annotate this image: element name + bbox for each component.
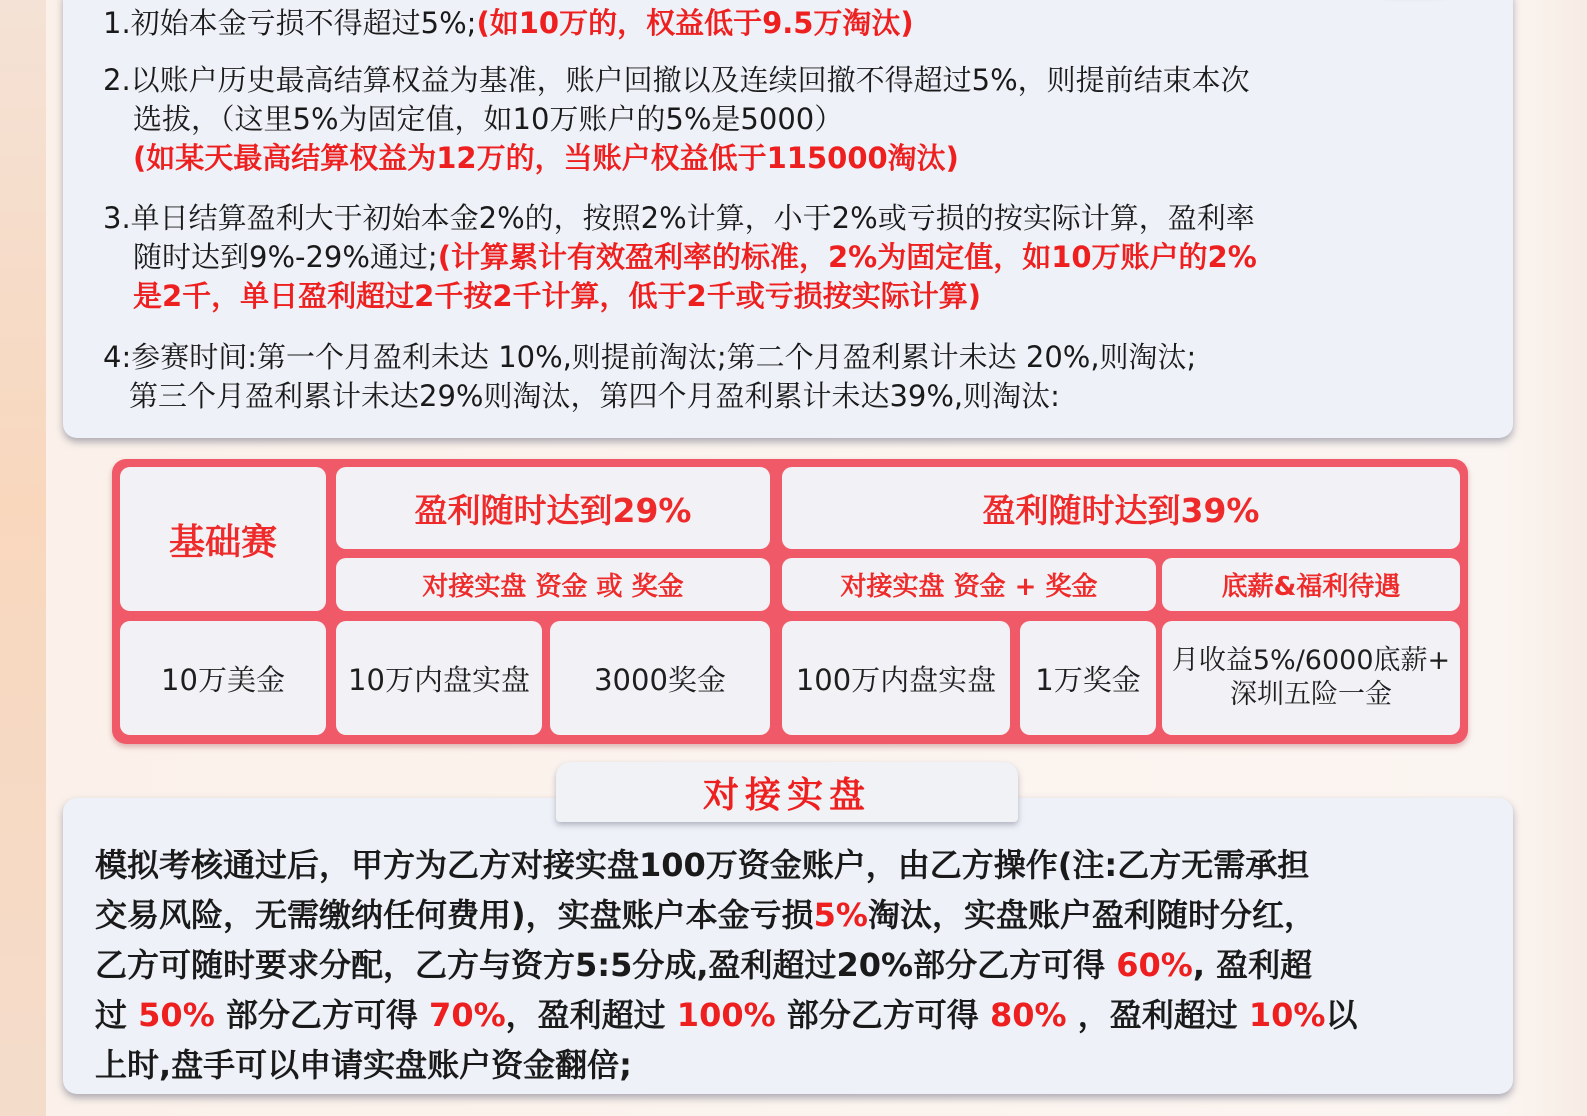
live-account-card bbox=[63, 798, 1513, 1094]
para-line-4-text-f: 以 bbox=[1325, 996, 1358, 1034]
para-line-2-text-a: 交易风险，无需缴纳任何费用)，实盘账户本金亏损 bbox=[95, 896, 814, 934]
table-tier-29-bonus: 3000奖金 bbox=[550, 621, 770, 735]
rule-3 bbox=[103, 199, 1257, 316]
left-edge-decoration bbox=[0, 0, 46, 1116]
para-line-2 bbox=[95, 890, 1495, 940]
rule-1-text: 1.初始本金亏损不得超过5%; bbox=[103, 6, 477, 40]
para-line-4-red-5: 10% bbox=[1248, 996, 1326, 1034]
para-line-3-text-b: , 盈利超 bbox=[1192, 946, 1313, 984]
table-salary-value bbox=[1162, 621, 1460, 735]
table-salary-line-2: 深圳五险一金 bbox=[1230, 679, 1392, 710]
rule-4 bbox=[103, 338, 1196, 416]
rule-2-line-2: 选拔，（这里5%为固定值，如10万账户的5%是5000） bbox=[133, 102, 844, 136]
rule-3-line-1: 3.单日结算盈利大于初始本金2%的，按照2%计算，小于2%或亏损的按实际计算，盈利率 bbox=[103, 201, 1255, 235]
section-tab-title: 对接实盘 bbox=[556, 762, 1018, 822]
table-tier-29-header: 盈利随时达到29% bbox=[336, 467, 770, 549]
rule-3-red-note-1: (计算累计有效盈利率的标准，2%为固定值，如10万账户的2% bbox=[437, 240, 1257, 274]
table-basic-header: 基础赛 bbox=[120, 467, 326, 611]
live-account-paragraph bbox=[95, 840, 1495, 1090]
rules-card bbox=[63, 0, 1513, 438]
para-line-1: 模拟考核通过后，甲方为乙方对接实盘100万资金账户，由乙方操作(注:乙方无需承担 bbox=[95, 846, 1310, 884]
para-line-4-text-c: ，盈利超过 bbox=[505, 996, 677, 1034]
para-line-5: 上时,盘手可以申请实盘账户资金翻倍; bbox=[95, 1046, 632, 1084]
table-salary-line-1: 月收益5%/6000底薪+ bbox=[1171, 645, 1451, 676]
para-line-3-text-a: 乙方可随时要求分配，乙方与资方5:5分成,盈利超过20%部分乙方可得 bbox=[95, 946, 1117, 984]
para-line-3 bbox=[95, 940, 1495, 990]
rule-3-red-note-2: 是2千，单日盈利超过2千按2千计算，低于2千或亏损按实际计算) bbox=[133, 279, 981, 313]
para-line-3-red: 60% bbox=[1116, 946, 1193, 984]
para-line-2-text-b: 淘汰，实盘账户盈利随时分红， bbox=[867, 896, 1316, 934]
para-line-4-text-d: 部分乙方可得 bbox=[775, 996, 990, 1034]
rule-3-line-2: 随时达到9%-29%通过; bbox=[133, 240, 438, 274]
table-salary-subheader: 底薪&福利待遇 bbox=[1162, 558, 1460, 611]
para-line-4-red-3: 100% bbox=[676, 996, 776, 1034]
table-tier-39-subheader: 对接实盘 资金 + 奖金 bbox=[782, 558, 1156, 611]
rule-1-red-note: (如10万的，权益低于9.5万淘汰) bbox=[476, 6, 914, 40]
para-line-2-red: 5% bbox=[813, 896, 868, 934]
table-tier-39-bonus: 1万奖金 bbox=[1020, 621, 1156, 735]
rule-4-line-2: 第三个月盈利累计未达29%则淘汰，第四个月盈利累计未达39%,则淘汰: bbox=[129, 379, 1060, 413]
rule-2-line-1: 2.以账户历史最高结算权益为基准，账户回撤以及连续回撤不得超过5%，则提前结束本次 bbox=[103, 63, 1250, 97]
para-line-4-text-e: ，盈利超过 bbox=[1066, 996, 1249, 1034]
rule-2 bbox=[103, 61, 1250, 178]
para-line-4-red-1: 50% bbox=[138, 996, 215, 1034]
para-line-4-red-4: 80% bbox=[989, 996, 1067, 1034]
table-tier-39-fund: 100万内盘实盘 bbox=[782, 621, 1010, 735]
rule-4-line-1: 4:参赛时间:第一个月盈利未达 10%,则提前淘汰;第二个月盈利累计未达 20%,则淘汰; bbox=[103, 340, 1197, 374]
para-line-4-text-a: 过 bbox=[95, 996, 139, 1034]
para-line-4 bbox=[95, 990, 1495, 1040]
rule-2-red-note: (如某天最高结算权益为12万的，当账户权益低于115000淘汰) bbox=[133, 141, 959, 175]
table-tier-29-fund: 10万内盘实盘 bbox=[336, 621, 542, 735]
table-tier-39-header: 盈利随时达到39% bbox=[782, 467, 1460, 549]
para-line-4-red-2: 70% bbox=[429, 996, 506, 1034]
table-tier-29-subheader: 对接实盘 资金 或 奖金 bbox=[336, 558, 770, 611]
rule-1 bbox=[103, 4, 914, 43]
para-line-4-text-b: 部分乙方可得 bbox=[214, 996, 430, 1034]
tier-table bbox=[112, 459, 1468, 744]
table-basic-value: 10万美金 bbox=[120, 621, 326, 735]
